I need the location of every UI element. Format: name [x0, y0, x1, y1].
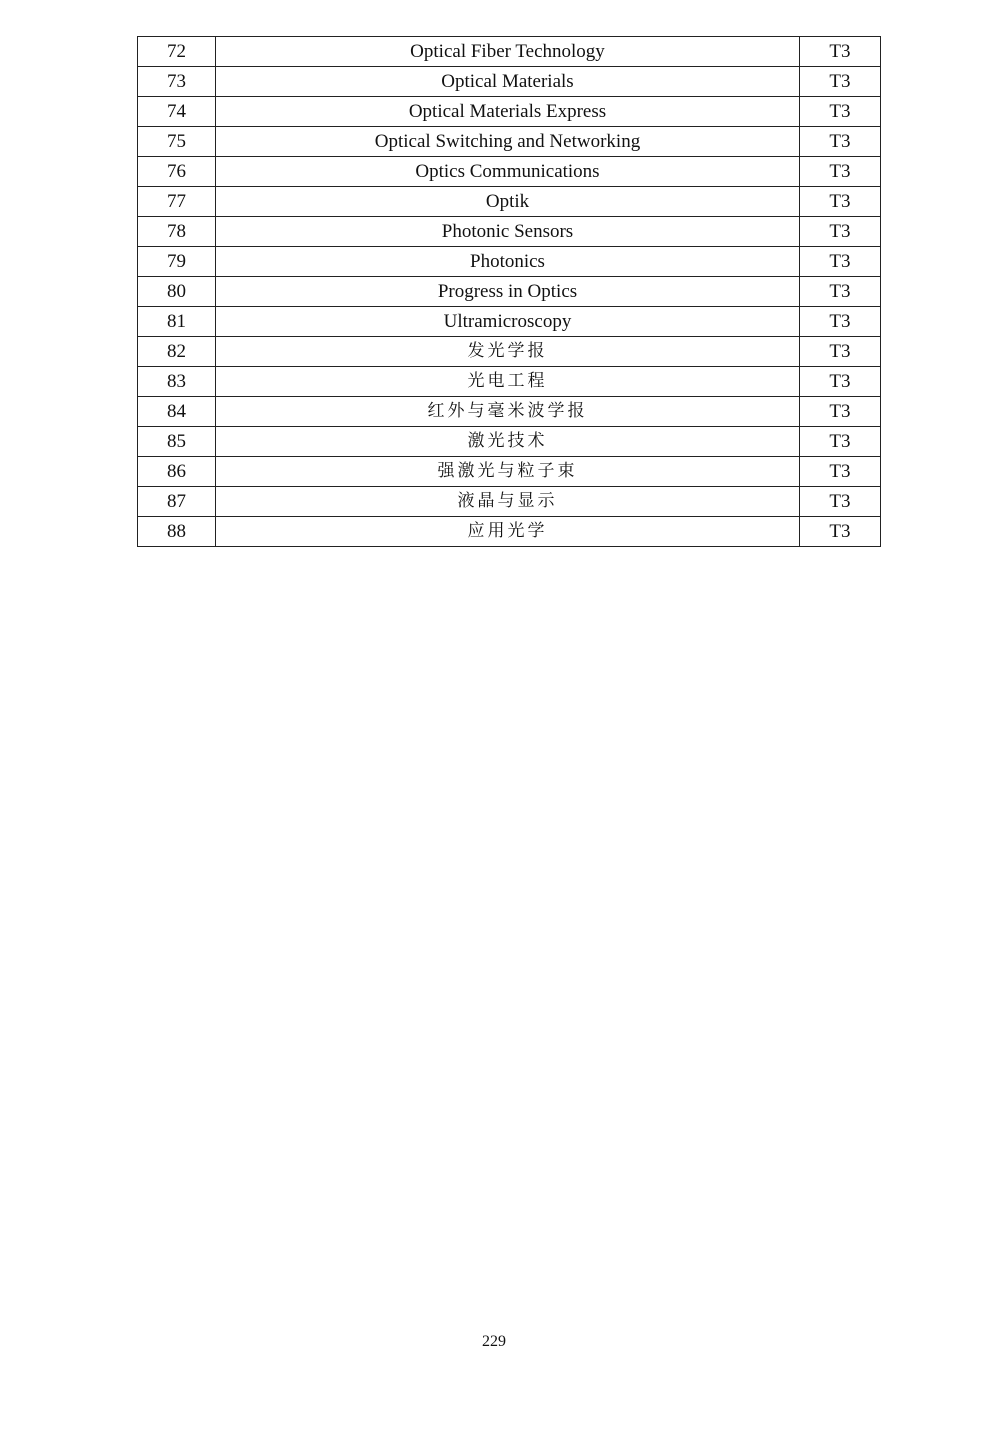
journal-title: Photonics — [216, 247, 800, 277]
journal-tier: T3 — [799, 187, 880, 217]
journal-title: 红外与毫米波学报 — [216, 397, 800, 427]
journal-tier: T3 — [799, 37, 880, 67]
row-number: 88 — [138, 517, 216, 547]
journal-tier: T3 — [799, 217, 880, 247]
table-row — [138, 517, 881, 547]
journal-title: Optical Switching and Networking — [216, 127, 800, 157]
journal-title: Optik — [216, 187, 800, 217]
table-row — [138, 367, 881, 397]
row-number: 72 — [138, 37, 216, 67]
journal-tier: T3 — [799, 337, 880, 367]
journal-tier: T3 — [799, 367, 880, 397]
journal-tier: T3 — [799, 517, 880, 547]
table-row — [138, 457, 881, 487]
row-number: 84 — [138, 397, 216, 427]
table-body — [138, 37, 881, 547]
page-number: 229 — [482, 1333, 506, 1350]
table-row — [138, 217, 881, 247]
journal-title: Optical Materials — [216, 67, 800, 97]
table-row — [138, 487, 881, 517]
row-number: 79 — [138, 247, 216, 277]
table-row — [138, 157, 881, 187]
table-row — [138, 97, 881, 127]
journal-title: 应用光学 — [216, 517, 800, 547]
journal-tier: T3 — [799, 97, 880, 127]
journal-title: Photonic Sensors — [216, 217, 800, 247]
journal-tier: T3 — [799, 427, 880, 457]
journal-title: Optics Communications — [216, 157, 800, 187]
table-row — [138, 337, 881, 367]
row-number: 73 — [138, 67, 216, 97]
table-row — [138, 247, 881, 277]
journal-tier: T3 — [799, 457, 880, 487]
journal-title: Progress in Optics — [216, 277, 800, 307]
journal-title: 激光技术 — [216, 427, 800, 457]
row-number: 81 — [138, 307, 216, 337]
row-number: 87 — [138, 487, 216, 517]
row-number: 76 — [138, 157, 216, 187]
journal-table — [137, 36, 881, 547]
row-number: 83 — [138, 367, 216, 397]
journal-title: Ultramicroscopy — [216, 307, 800, 337]
row-number: 86 — [138, 457, 216, 487]
row-number: 75 — [138, 127, 216, 157]
journal-title: 发光学报 — [216, 337, 800, 367]
journal-title: 液晶与显示 — [216, 487, 800, 517]
row-number: 74 — [138, 97, 216, 127]
row-number: 85 — [138, 427, 216, 457]
row-number: 82 — [138, 337, 216, 367]
table-row — [138, 127, 881, 157]
table-row — [138, 37, 881, 67]
journal-tier: T3 — [799, 157, 880, 187]
table-row — [138, 397, 881, 427]
journal-title: Optical Materials Express — [216, 97, 800, 127]
journal-tier: T3 — [799, 127, 880, 157]
journal-tier: T3 — [799, 397, 880, 427]
table-row — [138, 277, 881, 307]
row-number: 77 — [138, 187, 216, 217]
table-row — [138, 427, 881, 457]
table-row — [138, 187, 881, 217]
journal-tier: T3 — [799, 277, 880, 307]
journal-tier: T3 — [799, 307, 880, 337]
journal-title: Optical Fiber Technology — [216, 37, 800, 67]
row-number: 80 — [138, 277, 216, 307]
journal-title: 光电工程 — [216, 367, 800, 397]
table-row — [138, 307, 881, 337]
journal-tier: T3 — [799, 247, 880, 277]
row-number: 78 — [138, 217, 216, 247]
journal-tier: T3 — [799, 67, 880, 97]
table-row — [138, 67, 881, 97]
journal-tier: T3 — [799, 487, 880, 517]
journal-title: 强激光与粒子束 — [216, 457, 800, 487]
